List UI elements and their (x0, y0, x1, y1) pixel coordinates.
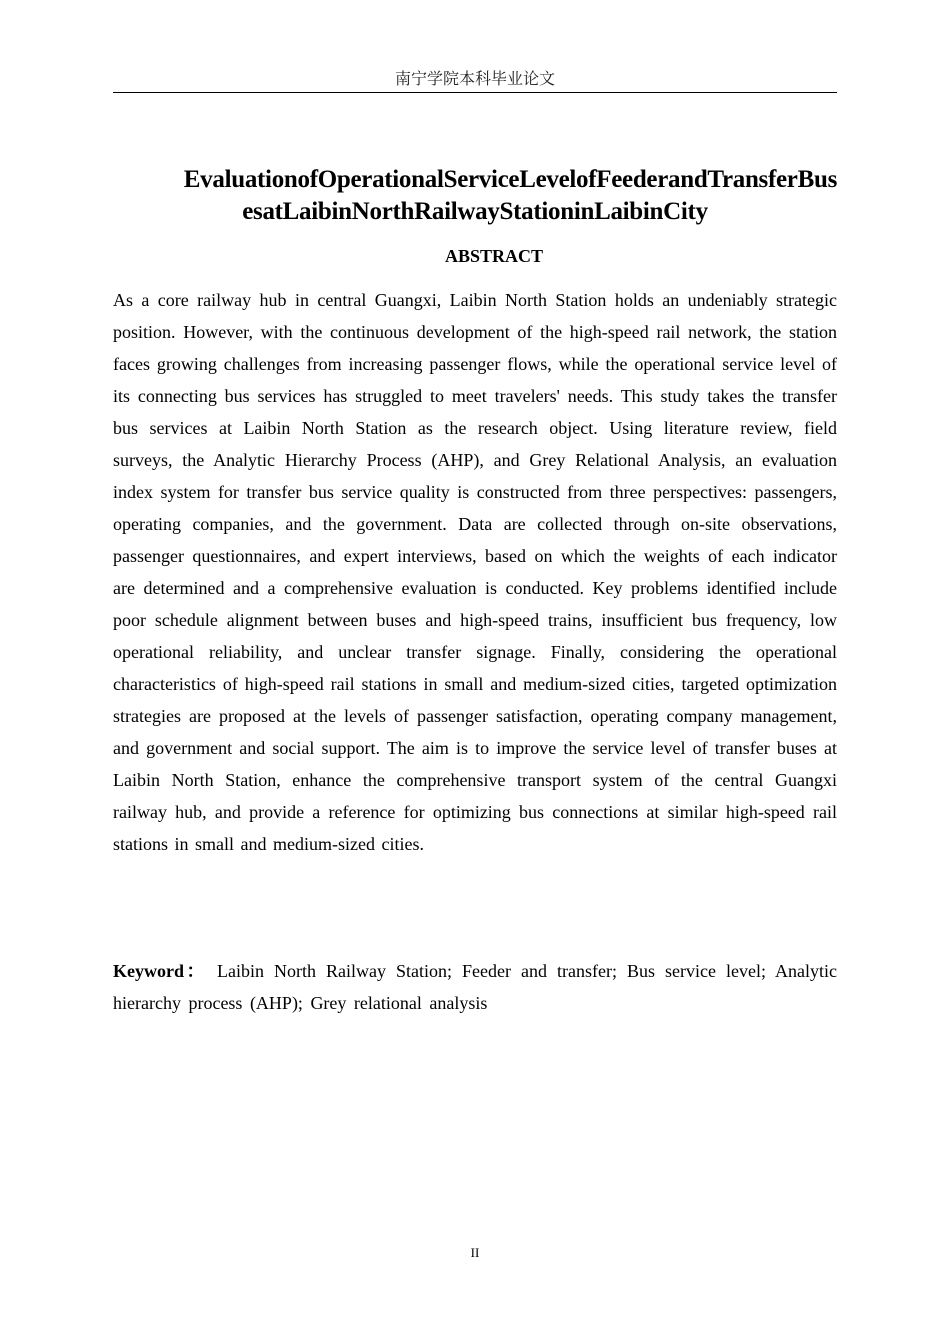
page-header (113, 68, 837, 93)
abstract-heading: ABSTRACT (444, 246, 544, 266)
title-line-1: EvaluationofOperationalServiceLevelofFeederandTransferBus (183, 166, 837, 193)
keywords-label: Keyword： (113, 961, 208, 981)
keywords-text: Laibin North Railway Station; Feeder and transfer; Bus service level; Analytic hierarchy process (AHP); Grey relational analysis (113, 961, 837, 1013)
thesis-title (113, 164, 837, 228)
keywords-paragraph (113, 955, 837, 1019)
page-number: II (470, 1245, 480, 1260)
header-institution-text: 南宁学院本科毕业论文 (394, 69, 555, 88)
title-line-2: esatLaibinNorthRailwayStationinLaibinCity (242, 198, 708, 225)
abstract-body: As a core railway hub in central Guangxi, Laibin North Station holds an undeniably strategic position. However, with the continuous development of the high-speed rail network, the station faces growing challenges from increasing passenger flows, while the operational service level of its connecting bus services has struggled to meet travelers' needs. This study takes the transfer bus services at Laibin North Station as the research object. Using literature review, field surveys, the Analytic Hierarchy Process (AHP), and Grey Relational Analysis, an evaluation index system for transfer bus service quality is constructed from three perspectives: passengers, operating companies, and the government. Data are collected through on-site observations, passenger questionnaires, and expert interviews, based on which the weights of each indicator are determined and a comprehensive evaluation is conducted. Key problems identified include poor schedule alignment between buses and high-speed trains, insufficient bus frequency, low operational reliability, and unclear transfer signage. Finally, considering the operational characteristics of high-speed rail stations in small and medium-sized cities, targeted optimization strategies are proposed at the levels of passenger satisfaction, operating company management, and government and social support. The aim is to improve the service level of transfer buses at Laibin North Station, enhance the comprehensive transport system of the central Guangxi railway hub, and provide a reference for optimizing bus connections at similar high-speed rail stations in small and medium-sized cities. (113, 290, 837, 854)
